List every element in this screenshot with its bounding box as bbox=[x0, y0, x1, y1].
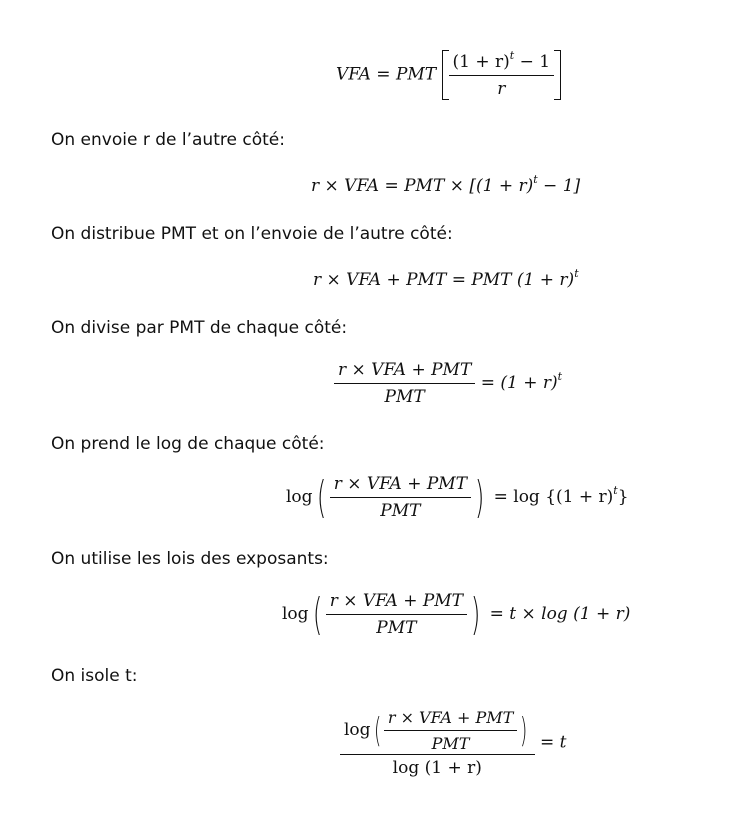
eq4-numerator: r × VFA + PMT bbox=[334, 360, 475, 384]
eq6-fraction bbox=[326, 591, 467, 638]
eq1-numerator bbox=[449, 48, 555, 76]
equation-exponent-law bbox=[282, 588, 631, 640]
step-6-text: On isole t: bbox=[51, 666, 138, 686]
eq7-left-paren: ( bbox=[373, 710, 381, 751]
eq1-right-bracket bbox=[554, 50, 561, 100]
step-5-text: On utilise les lois des exposants: bbox=[51, 549, 329, 569]
eq5-numerator: r × VFA + PMT bbox=[330, 474, 471, 498]
eq5-exponent: t bbox=[613, 484, 618, 497]
eq5-tail: } bbox=[617, 487, 629, 507]
step-4-text: On prend le log de chaque côté: bbox=[51, 434, 325, 454]
eq1-denominator: r bbox=[497, 78, 506, 99]
eq5-right-paren: ) bbox=[474, 471, 485, 523]
eq1-num-base: (1 + r) bbox=[452, 51, 510, 72]
step-3-text: On divise par PMT de chaque côté: bbox=[51, 318, 348, 338]
eq6-numerator: r × VFA + PMT bbox=[326, 591, 467, 615]
eq7-right-paren: ) bbox=[520, 710, 528, 751]
eq5-left-paren: ( bbox=[316, 471, 326, 523]
eq7-outer-fraction bbox=[340, 708, 535, 778]
eq1-lhs: VFA bbox=[336, 64, 371, 85]
equation-future-value-annuity bbox=[336, 50, 561, 100]
eq4-fraction bbox=[334, 360, 475, 407]
equation-distribute-pmt bbox=[313, 267, 579, 290]
eq7-numerator bbox=[340, 708, 535, 755]
eq4-rhs: = (1 + r) bbox=[475, 373, 558, 393]
eq1-equals: = bbox=[370, 64, 396, 85]
equation-take-log bbox=[286, 471, 629, 523]
eq6-denominator: PMT bbox=[376, 618, 417, 638]
step-1-text: On envoie r de l’autre côté: bbox=[51, 130, 285, 150]
eq5-denominator: PMT bbox=[380, 501, 421, 521]
equation-multiply-r bbox=[311, 173, 581, 196]
equation-divide-pmt bbox=[334, 360, 562, 407]
step-2-text: On distribue PMT et on l’envoie de l’autre côté: bbox=[51, 224, 453, 244]
eq1-num-exponent: t bbox=[509, 48, 515, 62]
eq6-left-paren: ( bbox=[312, 588, 322, 640]
eq1-factor: PMT bbox=[395, 64, 437, 85]
eq5-log: log bbox=[286, 487, 313, 507]
eq7-denominator: log (1 + r) bbox=[392, 758, 482, 778]
eq6-right-paren: ) bbox=[470, 588, 481, 640]
eq7-inner-numerator: r × VFA + PMT bbox=[384, 708, 517, 731]
eq5-fraction bbox=[330, 474, 471, 521]
eq6-log: log bbox=[282, 604, 309, 624]
eq7-rhs: = t bbox=[534, 732, 567, 753]
eq3-body: r × VFA + PMT = PMT (1 + r) bbox=[313, 270, 575, 290]
eq7-log: log bbox=[344, 720, 371, 740]
eq4-exponent: t bbox=[557, 370, 563, 383]
eq1-num-tail: − 1 bbox=[514, 51, 551, 72]
eq1-left-bracket bbox=[442, 50, 449, 100]
eq2-body: r × VFA = PMT × [(1 + r) bbox=[311, 176, 534, 196]
eq2-tail: − 1] bbox=[537, 176, 581, 196]
eq4-denominator: PMT bbox=[384, 387, 425, 407]
eq5-rhs: = log {(1 + r) bbox=[488, 487, 614, 507]
eq7-inner-fraction bbox=[384, 708, 517, 753]
eq6-rhs: = t × log (1 + r) bbox=[484, 604, 631, 624]
eq1-fraction bbox=[449, 48, 555, 99]
eq2-exponent: t bbox=[533, 173, 538, 186]
eq7-inner-denominator: PMT bbox=[431, 734, 470, 753]
eq3-exponent: t bbox=[574, 267, 579, 280]
equation-isolate-t bbox=[340, 708, 566, 778]
